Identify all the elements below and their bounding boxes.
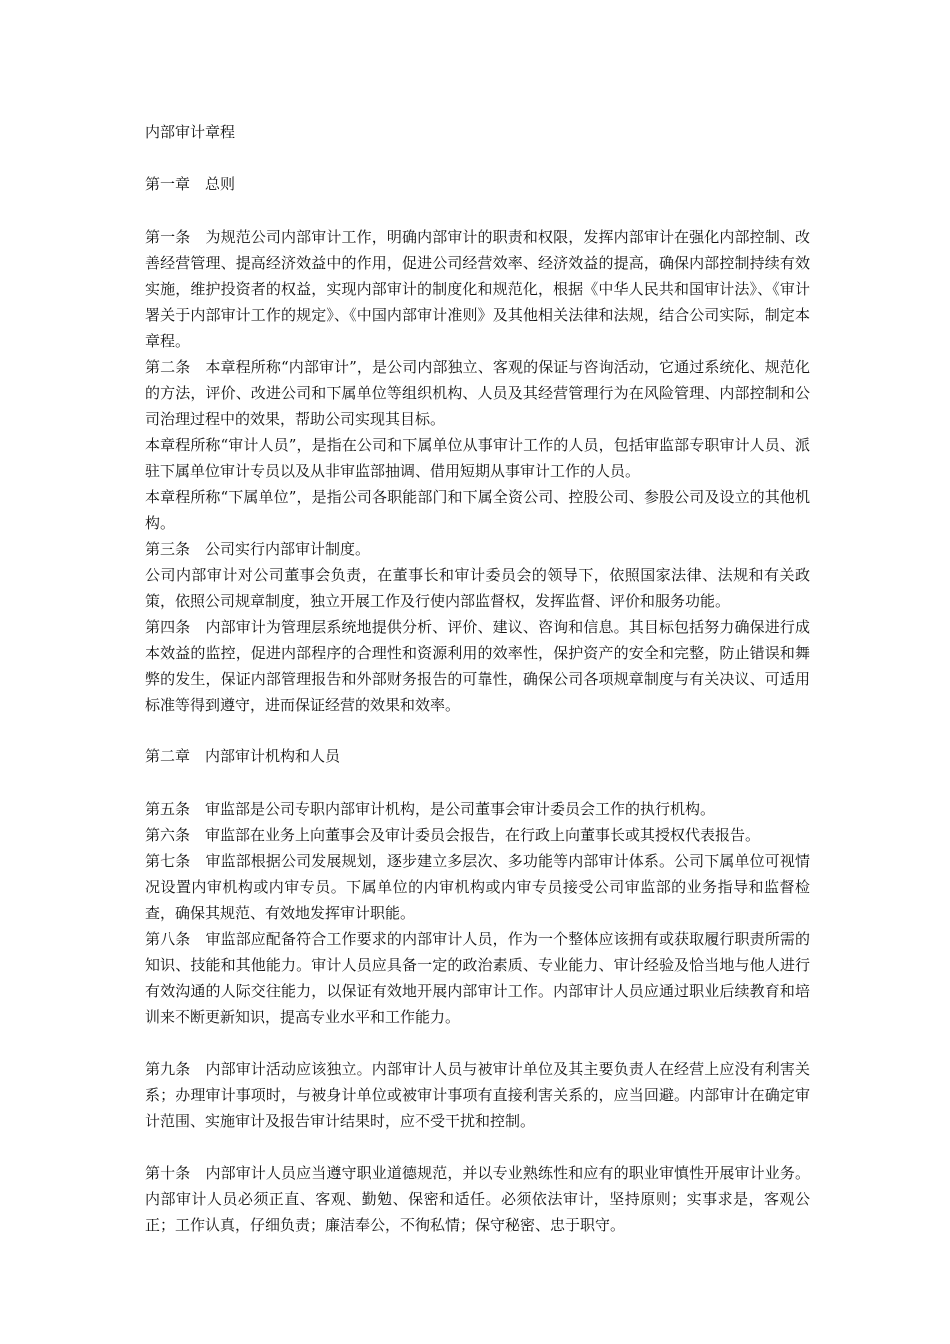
document-title: 内部审计章程 <box>145 123 236 141</box>
document-page <box>145 120 810 1238</box>
spacer <box>145 1134 810 1160</box>
article-10: 第十条 内部审计人员应当遵守职业道德规范，并以专业熟练性和应有的职业审慎性开展审计业务。内部审计人员必须正直、客观、勤勉、保密和适任。必须依法审计，坚持原则；实事求是，客观公正；工作认真，仔细负责；廉洁奉公，不徇私情；保守秘密、忠于职守。 <box>145 1164 810 1234</box>
spacer <box>145 1030 810 1056</box>
article-3: 第三条 公司实行内部审计制度。 <box>145 540 371 558</box>
article-2-auditors-definition: 本章程所称“审计人员”，是指在公司和下属单位从事审计工作的人员，包括审监部专职审计人员、派驻下属单位审计专员以及从非审监部抽调、借用短期从事审计工作的人员。 <box>145 436 810 480</box>
chapter-1-heading: 第一章 总则 <box>145 175 236 193</box>
article-3-detail: 公司内部审计对公司董事会负责，在董事长和审计委员会的领导下，依照国家法律、法规和有关政策，依照公司规章制度，独立开展工作及行使内部监督权，发挥监督、评价和服务功能。 <box>145 566 810 610</box>
spacer <box>145 718 810 744</box>
article-4: 第四条 内部审计为管理层系统地提供分析、评价、建议、咨询和信息。其目标包括努力确保进行成本效益的监控，促进内部程序的合理性和资源利用的效率性，保护资产的安全和完整，防止错误和舞弊的发生，保证内部管理报告和外部财务报告的可靠性，确保公司各项规章制度与有关决议、可适用标准等得到遵守，进而保证经营的效果和效率。 <box>145 618 810 714</box>
article-2-subsidiaries-definition: 本章程所称“下属单位”，是指公司各职能部门和下属全资公司、控股公司、参股公司及设立的其他机构。 <box>145 488 810 532</box>
article-2: 第二条 本章程所称“内部审计”，是公司内部独立、客观的保证与咨询活动，它通过系统化、规范化的方法，评价、改进公司和下属单位等组织机构、人员及其经营管理行为在风险管理、内部控制和公司治理过程中的效果，帮助公司实现其目标。 <box>145 358 810 428</box>
article-6: 第六条 审监部在业务上向董事会及审计委员会报告，在行政上向董事长或其授权代表报告。 <box>145 826 761 844</box>
article-1: 第一条 为规范公司内部审计工作，明确内部审计的职责和权限，发挥内部审计在强化内部控制、改善经营管理、提高经济效益中的作用，促进公司经营效率、经济效益的提高，确保内部控制持续有效实施，维护投资者的权益，实现内部审计的制度化和规范化，根据《中华人民共和国审计法》、《审计署关于内部审计工作的规定》、《中国内部审计准则》及其他相关法律和法规，结合公司实际，制定本章程。 <box>145 228 810 350</box>
article-9: 第九条 内部审计活动应该独立。内部审计人员与被审计单位及其主要负责人在经营上应没有利害关系；办理审计事项时，与被身计单位或被审计事项有直接利害关系的，应当回避。内部审计在确定审计范围、实施审计及报告审计结果时，应不受干扰和控制。 <box>145 1060 810 1130</box>
article-8: 第八条 审监部应配备符合工作要求的内部审计人员，作为一个整体应该拥有或获取履行职责所需的知识、技能和其他能力。审计人员应具备一定的政治素质、专业能力、审计经验及恰当地与他人进行有效沟通的人际交往能力，以保证有效地开展内部审计工作。内部审计人员应通过职业后续教育和培训来不断更新知识，提高专业水平和工作能力。 <box>145 930 810 1026</box>
article-5: 第五条 审监部是公司专职内部审计机构，是公司董事会审计委员会工作的执行机构。 <box>145 800 716 818</box>
article-7: 第七条 审监部根据公司发展规划，逐步建立多层次、多功能等内部审计体系。公司下属单位可视情况设置内审机构或内审专员。下属单位的内审机构或内审专员接受公司审监部的业务指导和监督检查，确保其规范、有效地发挥审计职能。 <box>145 852 810 922</box>
chapter-2-heading: 第二章 内部审计机构和人员 <box>145 747 341 765</box>
